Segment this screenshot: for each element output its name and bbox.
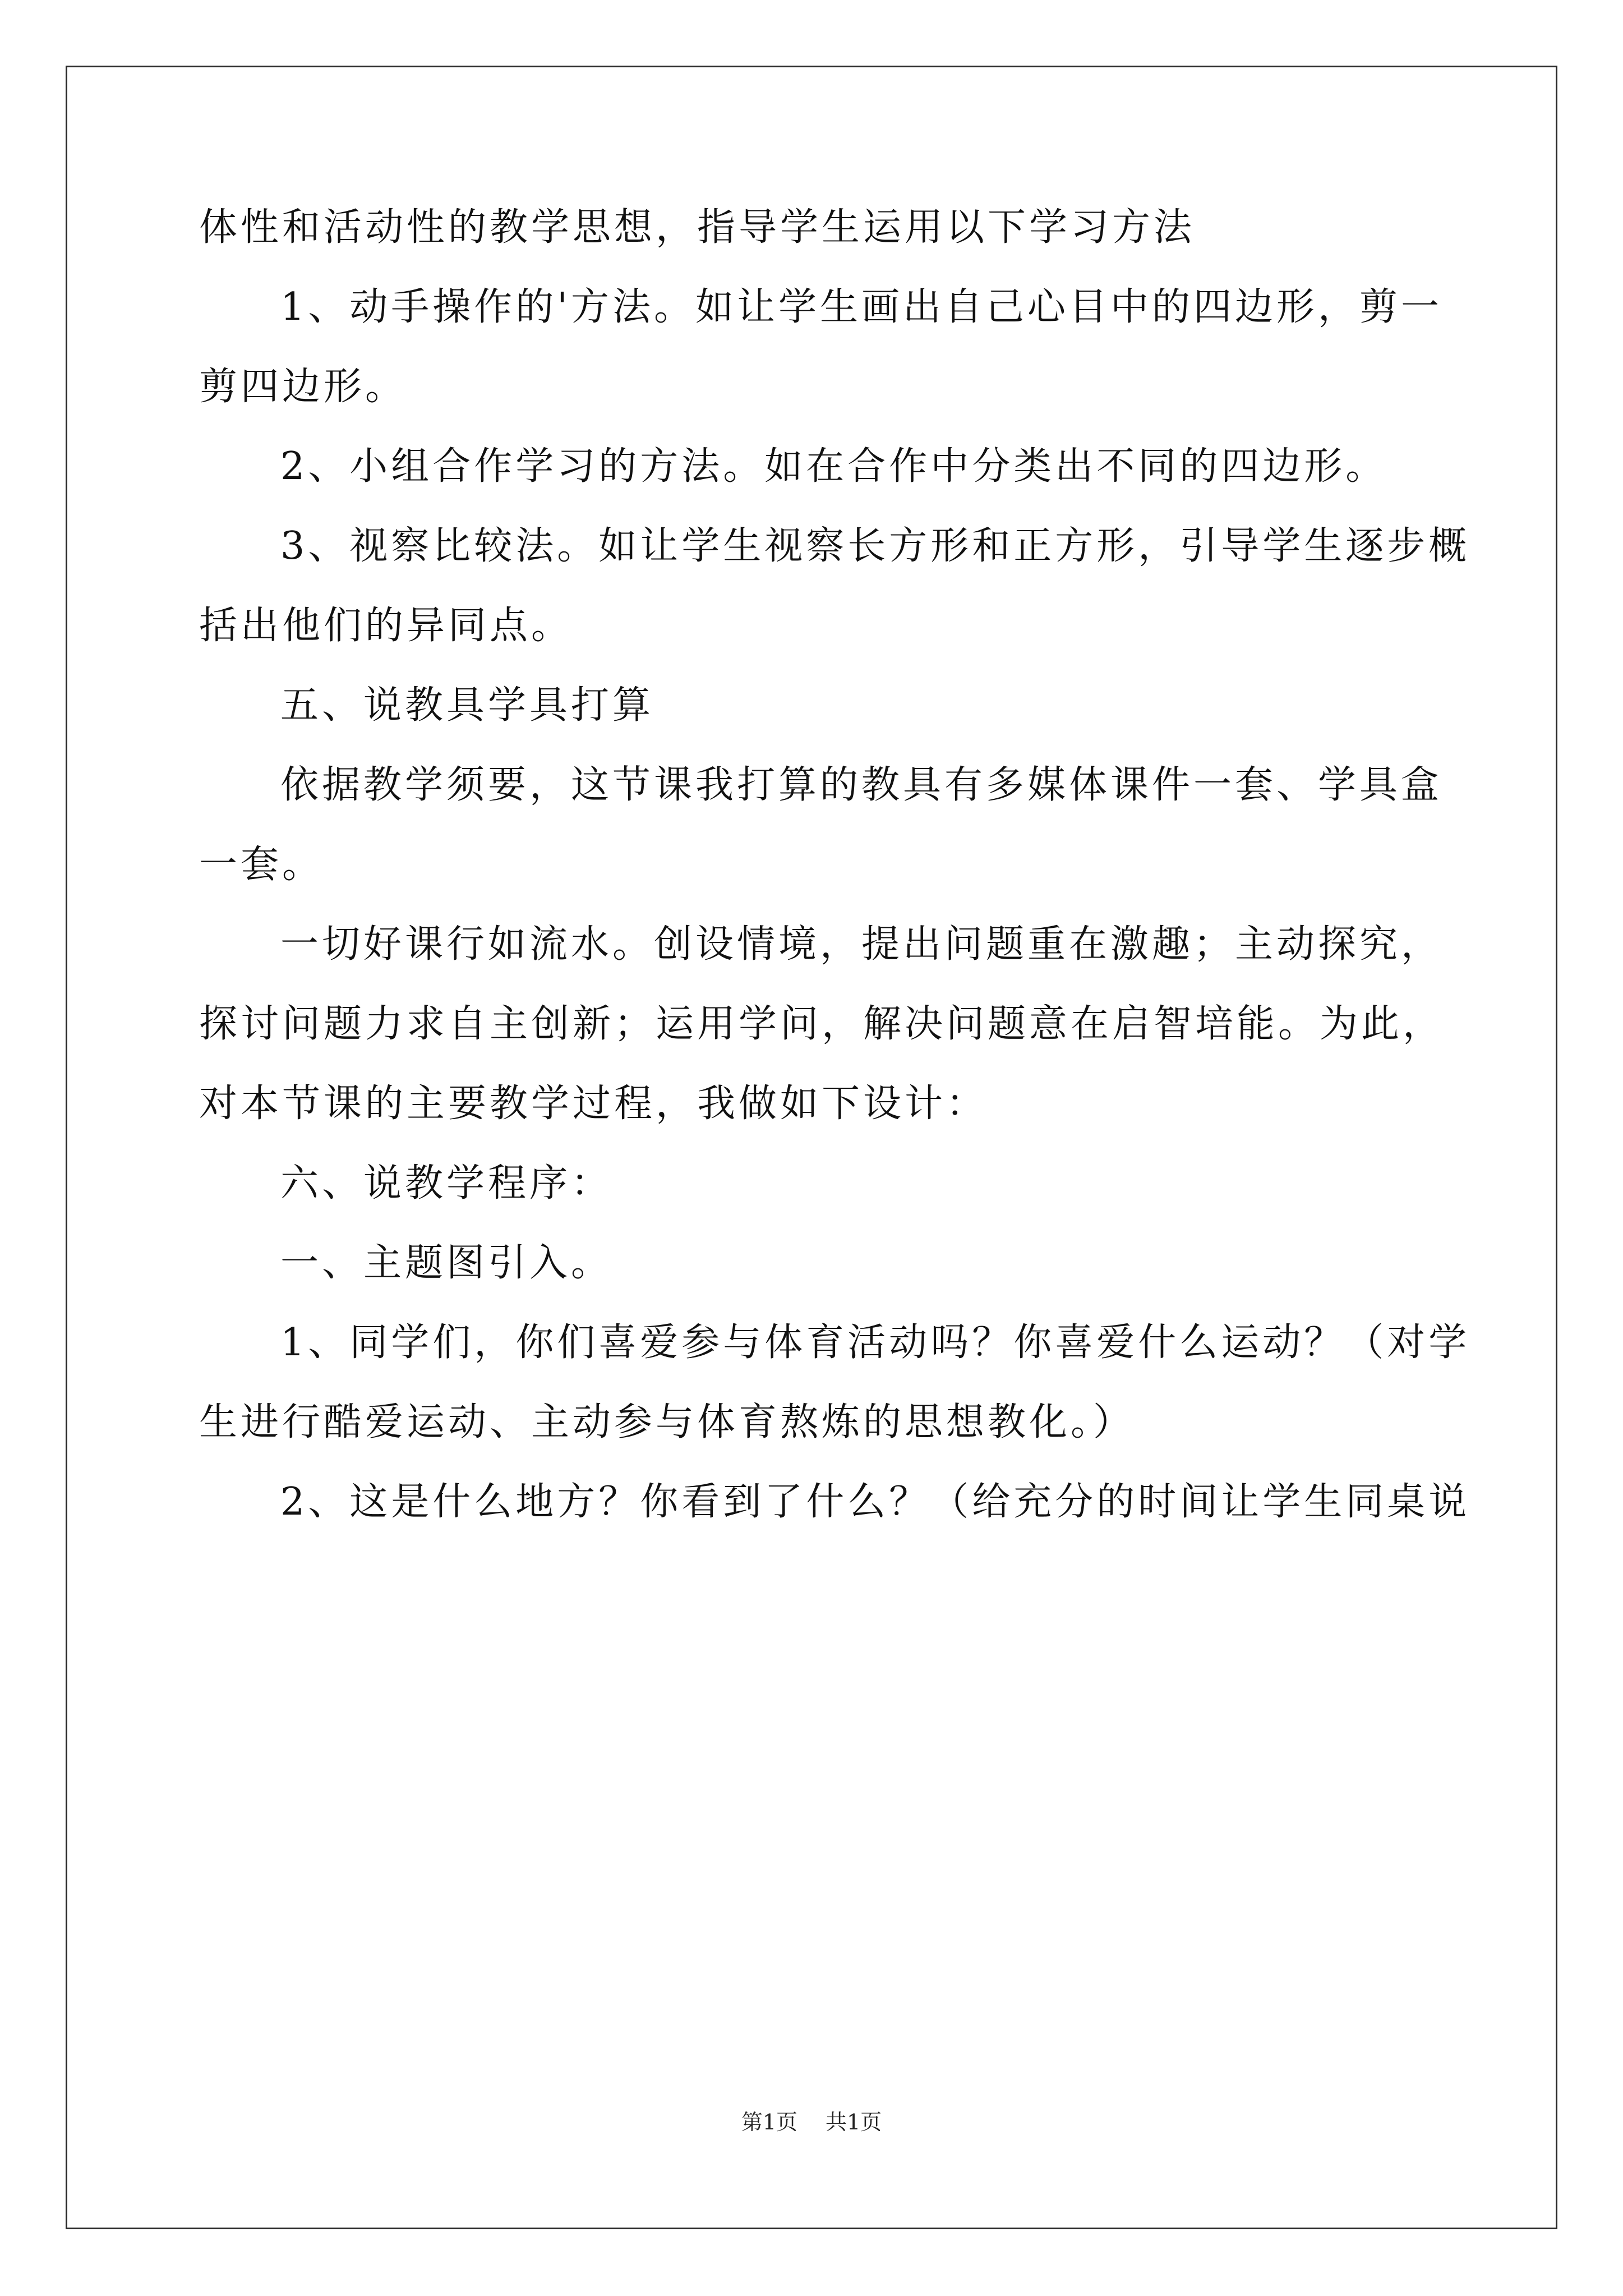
document-body <box>199 188 1470 1542</box>
paragraph: 一切好课行如流水。创设情境，提出问题重在激趣；主动探究， <box>280 922 1443 967</box>
paragraph: 3、视察比较法。如让学生视察长方形和正方形，引导学生逐步概 <box>280 524 1470 568</box>
section-heading: 六、说教学程序： <box>280 1161 613 1205</box>
page-number: 第1页 <box>741 2110 797 2134</box>
paragraph: 对本节课的主要教学过程，我做如下设计： <box>199 1082 988 1126</box>
paragraph: 1、动手操作的'方法。如让学生画出自己心目中的四边形，剪一 <box>280 285 1442 329</box>
section-heading: 五、说教具学具打算 <box>280 683 654 728</box>
paragraph: 生进行酷爱运动、主动参与体育熬炼的思想教化。） <box>199 1400 1135 1444</box>
paragraph: 剪四边形。 <box>199 365 407 409</box>
subsection-heading: 一、主题图引入。 <box>280 1241 613 1285</box>
paragraph: 体性和活动性的教学思想，指导学生运用以下学习方法 <box>199 205 1196 250</box>
paragraph: 2、小组合作学习的方法。如在合作中分类出不同的四边形。 <box>280 444 1387 489</box>
paragraph: 1、同学们，你们喜爱参与体育活动吗？你喜爱什么运动？（对学 <box>280 1320 1470 1365</box>
paragraph: 探讨问题力求自主创新；运用学问，解决问题意在启智培能。为此， <box>199 1002 1445 1046</box>
paragraph: 依据教学须要，这节课我打算的教具有多媒体课件一套、学具盒 <box>280 763 1443 807</box>
page-footer <box>0 2108 1623 2136</box>
paragraph: 一套。 <box>199 843 324 887</box>
paragraph: 2、这是什么地方？你看到了什么？（给充分的时间让学生同桌说 <box>280 1480 1470 1524</box>
paragraph: 括出他们的异同点。 <box>199 604 573 648</box>
page-total: 共1页 <box>826 2110 882 2134</box>
